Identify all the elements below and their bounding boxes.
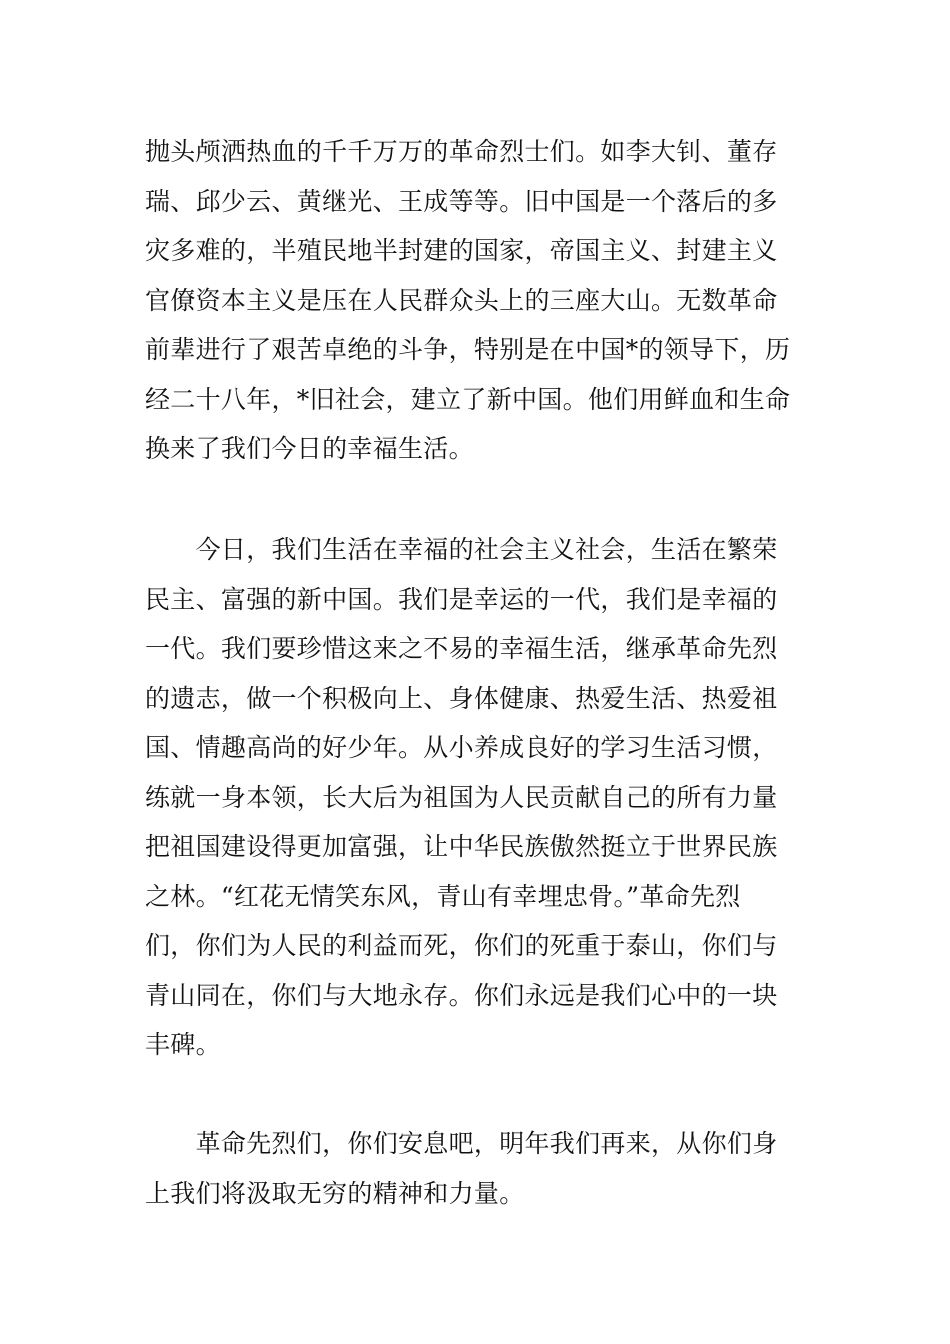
paragraph-line: 经二十八年，*旧社会，建立了新中国。他们用鲜血和生命 xyxy=(145,384,791,414)
paragraph-line: 一代。我们要珍惜这来之不易的幸福生活，继承革命先烈 xyxy=(145,634,778,663)
paragraph-line: 民主、富强的新中国。我们是幸运的一代，我们是幸福的 xyxy=(145,584,778,614)
paragraph-line: 换来了我们今日的幸福生活。 xyxy=(145,434,474,463)
paragraph-line: 们，你们为人民的利益而死，你们的死重于泰山，你们与 xyxy=(145,931,778,960)
paragraph-line: 上我们将汲取无穷的精神和力量。 xyxy=(145,1178,525,1208)
paragraph-line: 青山同在，你们与大地永存。你们永远是我们心中的一块 xyxy=(145,980,778,1010)
paragraph-line: 今日，我们生活在幸福的社会主义社会，生活在繁荣 xyxy=(145,535,778,564)
paragraph-line: 国、情趣高尚的好少年。从小养成良好的学习生活习惯， xyxy=(145,733,778,762)
paragraph-line: 抛头颅洒热血的千千万万的革命烈士们。如李大钊、董存 xyxy=(145,137,778,166)
paragraph-line: 官僚资本主义是压在人民群众头上的三座大山。无数革命 xyxy=(145,285,778,315)
paragraph-line: 之林。“红花无情笑东风，青山有幸埋忠骨。”革命先烈 xyxy=(145,881,741,911)
paragraph-line: 瑞、邱少云、黄继光、王成等等。旧中国是一个落后的多 xyxy=(145,186,778,216)
paragraph-1 xyxy=(145,127,807,474)
paragraph-line: 的遗志，做一个积极向上、身体健康、热爱生活、热爱祖 xyxy=(145,683,778,713)
paragraph-line: 把祖国建设得更加富强，让中华民族傲然挺立于世界民族 xyxy=(145,832,778,861)
paragraph-line: 前辈进行了艰苦卓绝的斗争，特别是在中国*的领导下，历 xyxy=(145,335,791,364)
paragraph-3 xyxy=(145,1119,807,1218)
paragraph-line: 灾多难的，半殖民地半封建的国家，帝国主义、封建主义 xyxy=(145,236,778,265)
paragraph-line: 丰碑。 xyxy=(145,1030,221,1059)
paragraph-2 xyxy=(145,525,807,1119)
paragraph-line: 练就一身本领，长大后为祖国为人民贡献自己的所有力量 xyxy=(145,782,778,812)
paragraph-line xyxy=(145,1070,807,1120)
paragraph-line: 革命先烈们，你们安息吧，明年我们再来，从你们身 xyxy=(145,1129,778,1158)
